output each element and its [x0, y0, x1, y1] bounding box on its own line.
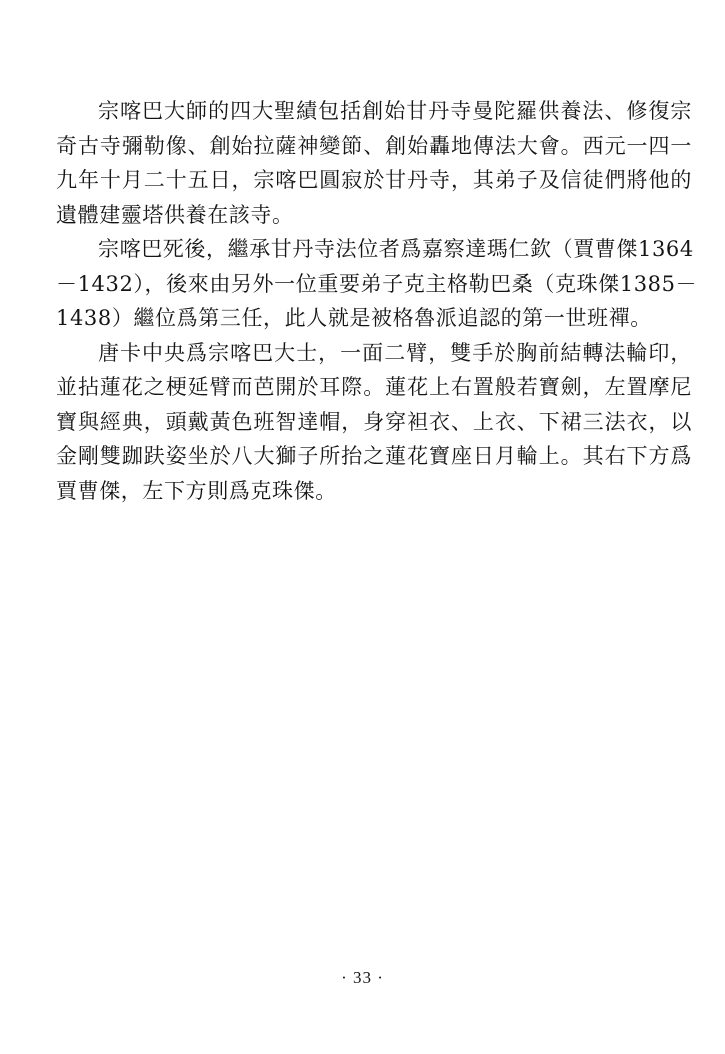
body-text [56, 94, 698, 508]
text-line: 唐卡中央爲宗喀巴大士，一面二臂，雙手於胸前結轉法輪印， [98, 340, 692, 365]
text-line: －1432），後來由另外一位重要弟子克主格勒巴桑（克珠傑1385－ [56, 271, 698, 296]
paragraph-3 [56, 336, 692, 509]
text-line: 宗喀巴大師的四大聖績包括創始甘丹寺曼陀羅供養法、修復宗 [98, 99, 692, 123]
text-line: 奇古寺彌勒像、創始拉薩神變節、創始轟地傳法大會。西元一四一 [56, 133, 692, 158]
text-line: 宗喀巴死後，繼承甘丹寺法位者爲嘉察達瑪仁欽（賈曹傑1364 [98, 237, 694, 261]
text-line: 寶與經典，頭戴黃色班智達帽，身穿袒衣、上衣、下裙三法衣，以 [56, 409, 692, 434]
text-line: 遺體建靈塔供養在該寺。 [56, 202, 294, 227]
page-number: · 33 · [341, 968, 384, 987]
paragraph-1 [56, 94, 692, 232]
text-line: 九年十月二十五日，宗喀巴圓寂於甘丹寺，其弟子及信徒們將他的 [56, 168, 692, 192]
text-line: 賈曹傑，左下方則爲克珠傑。 [56, 478, 337, 503]
text-line: 金剛雙跏趺姿坐於八大獅子所抬之蓮花寶座日月輪上。其右下方爲 [56, 444, 692, 468]
paragraph-2 [56, 232, 698, 336]
text-line: 1438）繼位爲第三任，此人就是被格魯派追認的第一世班禪。 [56, 306, 652, 330]
text-line: 並拈蓮花之梗延臂而芭開於耳際。蓮花上右置般若寶劍，左置摩尼 [56, 375, 692, 399]
